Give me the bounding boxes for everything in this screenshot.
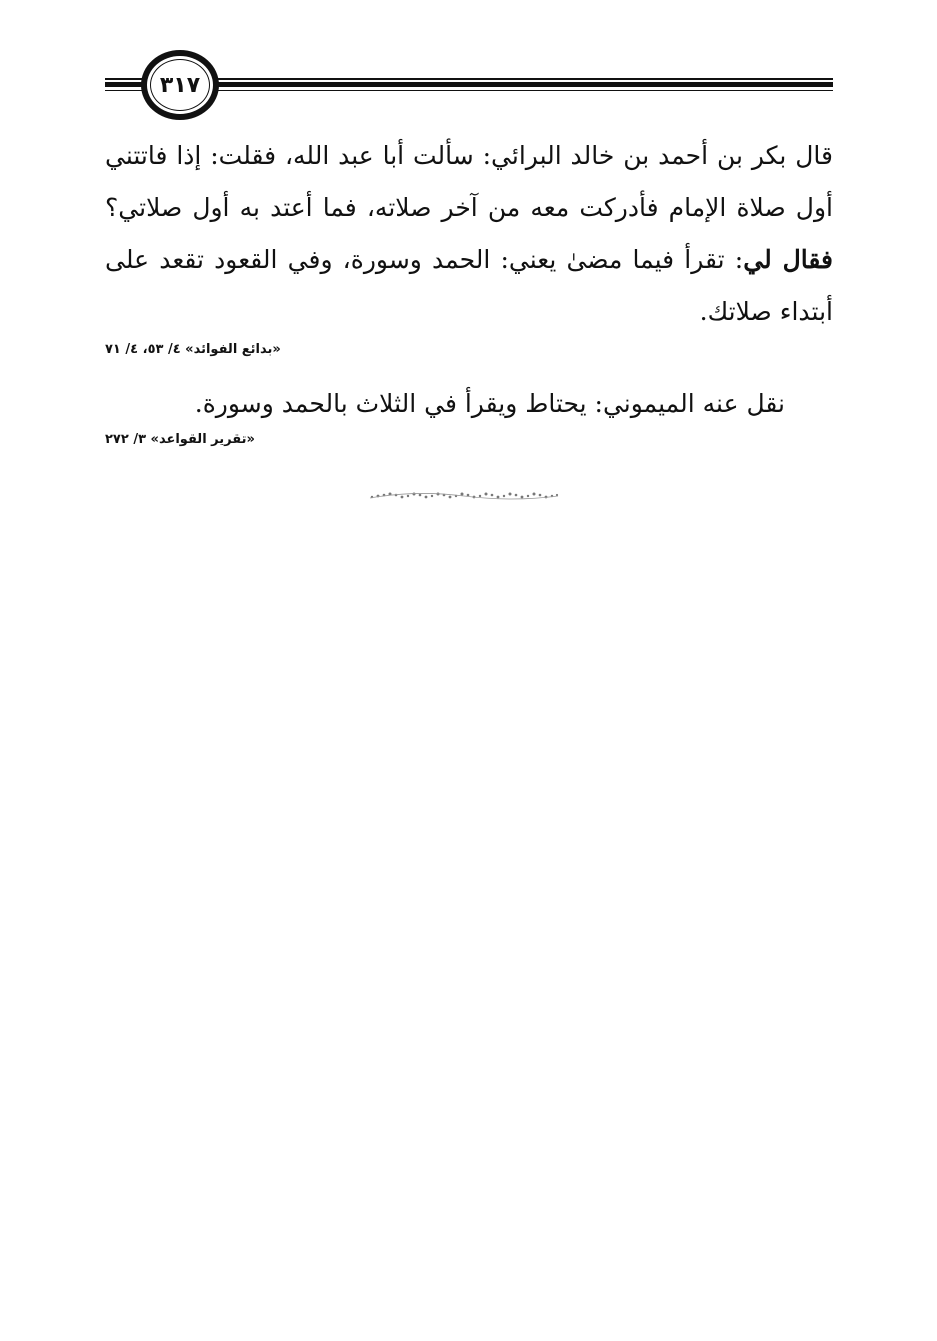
decorative-divider-icon <box>368 488 560 502</box>
page-header <box>105 48 833 128</box>
paragraph-1-bold: فقال لي <box>743 245 833 274</box>
paragraph-1-text-end: : تقرأ فيما مضىٰ يعني: الحمد وسورة، وفي القعود تقعد على أبتداء صلاتك. <box>105 245 833 326</box>
page-number-badge <box>141 50 219 120</box>
paragraph-2: نقل عنه الميموني: يحتاط ويقرأ في الثلاث بالحمد وسورة. <box>194 389 785 418</box>
paragraph-1 <box>105 130 833 338</box>
page-number: ٣١٧ <box>159 72 201 98</box>
reference-2: «تقرير القواعد» ٣/ ٢٧٢ <box>105 432 255 447</box>
reference-1: «بدائع الفوائد» ٤/ ٥٣، ٤/ ٧١ <box>105 342 281 357</box>
paragraph-1-text: قال بكر بن أحمد بن خالد البرائي: سألت أبا عبد الله، فقلت: إذا فاتتني أول صلاة الإمام فأدركت معه من آخر صلاته، فما أعتد به أول صلاتي؟ <box>105 141 833 222</box>
